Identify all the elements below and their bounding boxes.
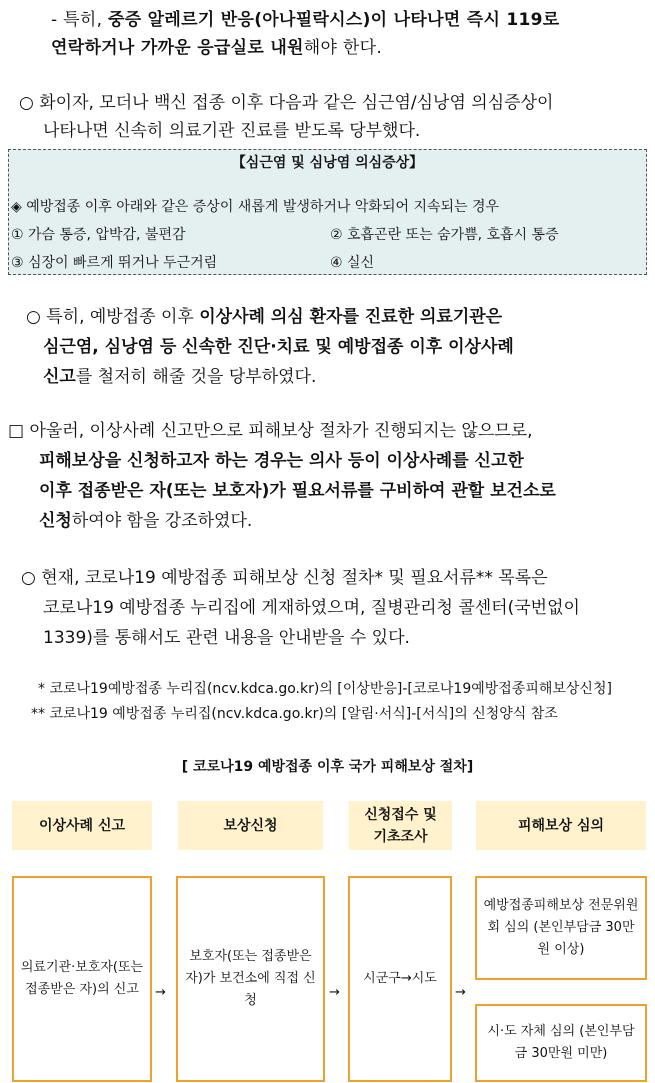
p3-line1: ○ 특히, 예방접종 이후 이상사례 의심 환자를 진료한 의료기관은 bbox=[26, 307, 503, 327]
footnote-1: * 코로나19예방접종 누리집(ncv.kdca.go.kr)의 [이상반응]-[코로나19예방접종피해보상신청] bbox=[38, 681, 612, 697]
symptom-box-title: 【심근염 및 심낭염 의심증상】 bbox=[231, 155, 424, 171]
process-step-intake: 시군구→시도 bbox=[348, 876, 452, 1082]
process-header-review: 피해보상 심의 bbox=[476, 801, 646, 850]
p3-line3: 신고를 철저히 해줄 것을 당부하였다. bbox=[43, 367, 317, 387]
p4-line2: 피해보상을 신청하고자 하는 경우는 의사 등이 이상사례를 신고한 bbox=[39, 451, 524, 471]
process-header-report: 이상사례 신고 bbox=[12, 801, 152, 850]
p4-line1: □ 아울러, 이상사례 신고만으로 피해보상 절차가 진행되지는 않으므로, bbox=[8, 421, 533, 441]
arrow-right-icon: → bbox=[155, 985, 166, 1000]
p5-line2: 코로나19 예방접종 누리집에 게재하였으며, 질병관리청 콜센터(국번없이 bbox=[43, 598, 580, 618]
process-review-committee: 예방접종피해보상 전문위원회 심의 (본인부담금 30만원 이상) bbox=[475, 876, 647, 980]
p5-line3: 1339)를 통해서도 관련 내용을 안내받을 수 있다. bbox=[43, 628, 410, 648]
symptom-item: ④ 실신 bbox=[330, 255, 375, 271]
symptom-item: ① 가슴 통증, 압박감, 불편감 bbox=[11, 227, 186, 243]
process-header-intake: 신청접수 및 기초조사 bbox=[349, 801, 452, 850]
process-review-local: 시·도 자체 심의 (본인부담금 30만원 미만) bbox=[475, 1004, 647, 1082]
p4-line4: 신청하여야 함을 강조하였다. bbox=[39, 511, 253, 531]
symptom-box bbox=[8, 149, 647, 275]
process-step-report: 의료기관·보호자(또는 접종받은 자)의 신고 bbox=[12, 876, 152, 1082]
p2-line2: 나타나면 신속히 의료기관 진료를 받도록 당부했다. bbox=[43, 121, 421, 141]
process-title: [ 코로나19 예방접종 이후 국가 피해보상 절차] bbox=[181, 759, 474, 775]
p3-line2: 심근염, 심낭염 등 신속한 진단·치료 및 예방접종 이후 이상사례 bbox=[43, 337, 514, 357]
p2-line1: ○ 화이자, 모더나 백신 접종 이후 다음과 같은 심근염/심낭염 의심증상이 bbox=[19, 93, 554, 113]
p1-line1: - 특히, 중증 알레르기 반응(아나필락시스)이 나타나면 즉시 119로 bbox=[51, 10, 560, 30]
symptom-item: ② 호흡곤란 또는 숨가쁨, 호흡시 통증 bbox=[330, 227, 559, 243]
p4-line3: 이후 접종받은 자(또는 보호자)가 필요서류를 구비하여 관할 보건소로 bbox=[39, 481, 556, 501]
process-step-apply: 보호자(또는 접종받은 자)가 보건소에 직접 신청 bbox=[176, 876, 325, 1082]
footnote-2: ** 코로나19 예방접종 누리집(ncv.kdca.go.kr)의 [알림·서식]-[서식]의 신청양식 참조 bbox=[31, 706, 558, 722]
p1-line2: 연락하거나 가까운 응급실로 내원해야 한다. bbox=[51, 38, 383, 58]
arrow-right-icon: → bbox=[329, 985, 340, 1000]
process-header-apply: 보상신청 bbox=[178, 801, 323, 850]
arrow-right-icon: → bbox=[455, 985, 466, 1000]
symptom-box-intro: ◈ 예방접종 이후 아래와 같은 증상이 새롭게 발생하거나 악화되어 지속되는 경우 bbox=[11, 199, 500, 215]
symptom-item: ③ 심장이 빠르게 뛰거나 두근거림 bbox=[11, 255, 218, 271]
p5-line1: ○ 현재, 코로나19 예방접종 피해보상 신청 절차* 및 필요서류** 목록은 bbox=[21, 568, 548, 588]
